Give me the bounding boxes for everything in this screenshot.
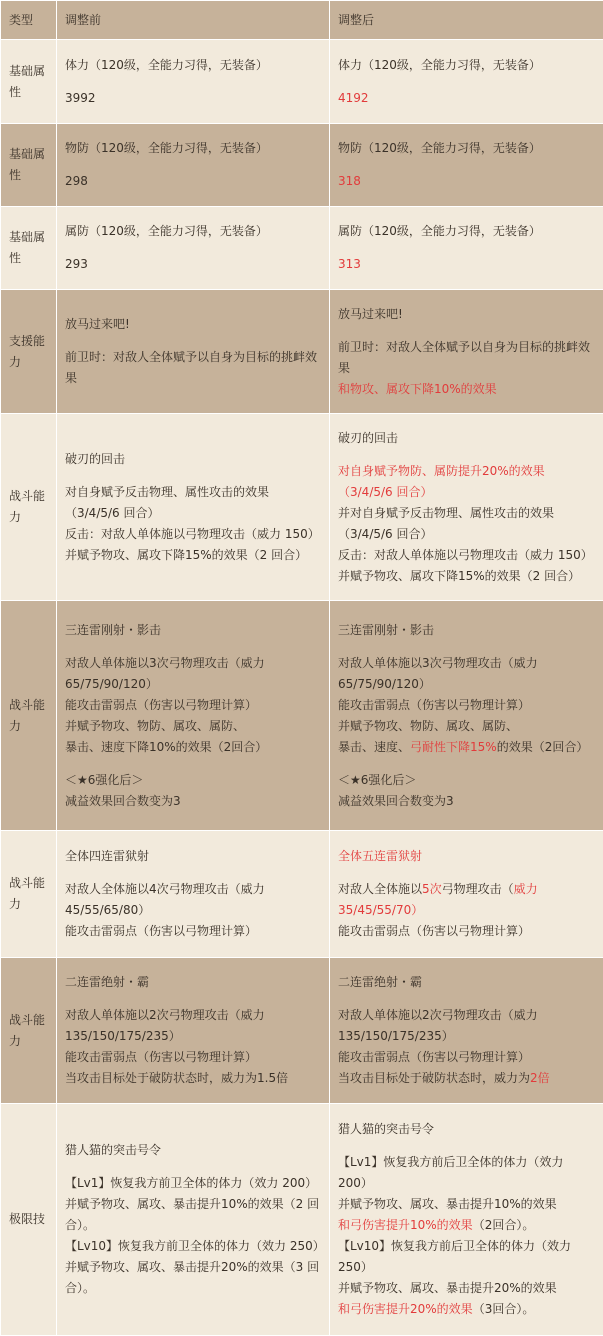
table-row xyxy=(1,124,603,207)
cell-line: 前卫时：对敌人全体赋予以自身为目标的挑衅效果 xyxy=(338,339,591,375)
table-row xyxy=(1,290,603,414)
cell-line: 对自身赋予物防、属防提升20%的效果 xyxy=(338,463,545,478)
after-cell xyxy=(330,1104,603,1336)
cell-line: 200） xyxy=(338,1176,373,1190)
cell-line: 二连雷绝射・霸 xyxy=(338,975,423,989)
cell-line: 对敌人单体施以3次弓物理攻击（威力 xyxy=(65,655,265,670)
header-type: 类型 xyxy=(1,1,57,40)
before-cell xyxy=(57,958,330,1104)
cell-line: 135/150/175/235） xyxy=(338,1029,454,1043)
row-type: 战斗能力 xyxy=(1,958,57,1104)
table-row xyxy=(1,601,603,831)
cell-line: 放马过来吧! xyxy=(338,306,403,321)
cell-line: 和物攻、属攻下降10%的效果 xyxy=(338,381,497,396)
cell-line: 【Lv1】恢复我方前后卫全体的体力（效力 xyxy=(338,1155,564,1169)
text-span: 弓物理攻击（ xyxy=(441,882,514,896)
line-gap xyxy=(338,159,595,171)
text-span: 对敌人全体施以 xyxy=(338,882,423,896)
cell-line: （3/4/5/6 回合） xyxy=(338,526,433,541)
cell-line xyxy=(338,1215,595,1236)
cell-line: 313 xyxy=(338,257,361,271)
cell-line: 对敌人单体施以2次弓物理攻击（威力 xyxy=(338,1008,538,1022)
table-row xyxy=(1,1104,603,1336)
after-cell xyxy=(330,290,603,414)
line-gap xyxy=(338,641,595,653)
table-row xyxy=(1,958,603,1104)
cell-line: 能攻击雷弱点（伤害以弓物理计算） xyxy=(338,1050,531,1064)
cell-line: 前卫时：对敌人全体赋予以自身为目标的挑衅效果 xyxy=(65,350,318,385)
cell-line: 属防（120级，全能力习得，无装备） xyxy=(65,224,268,238)
cell-line: 全体五连雷狱射 xyxy=(338,849,423,863)
after-cell xyxy=(330,831,603,958)
cell-line: ＜★6强化后＞ xyxy=(338,772,417,787)
line-gap xyxy=(65,76,321,88)
table-row xyxy=(1,40,603,124)
cell-line xyxy=(338,1299,595,1320)
cell-line: 破刃的回击 xyxy=(338,430,399,445)
cell-line: 对自身赋予反击物理、属性攻击的效果 xyxy=(65,484,270,499)
cell-line: 合）。 xyxy=(65,1218,96,1232)
changed-text: 弓耐性下降15% xyxy=(410,739,497,754)
text-span: 当攻击目标处于破防状态时，威力为 xyxy=(338,1071,531,1085)
cell-line xyxy=(338,1068,595,1089)
before-cell xyxy=(57,124,330,207)
cell-line: 250） xyxy=(338,1260,373,1274)
cell-line: 318 xyxy=(338,174,361,188)
line-gap xyxy=(65,335,321,347)
cell-line: 当攻击目标处于破防状态时，威力为1.5倍 xyxy=(65,1071,289,1085)
before-cell xyxy=(57,414,330,601)
row-type: 战斗能力 xyxy=(1,414,57,601)
row-type: 极限技 xyxy=(1,1104,57,1336)
cell-line: 对敌人全体施以4次弓物理攻击（威力 xyxy=(65,882,265,896)
cell-line: 能攻击雷弱点（伤害以弓物理计算） xyxy=(65,1050,258,1064)
line-gap xyxy=(338,993,595,1005)
cell-line: 暴击、速度下降10%的效果（2回合） xyxy=(65,739,268,754)
cell-line xyxy=(338,879,595,900)
cell-line: 破刃的回击 xyxy=(65,451,126,466)
cell-line: 并赋予物攻、属攻下降15%的效果（2 回合） xyxy=(65,547,308,562)
row-type: 基础属性 xyxy=(1,40,57,124)
row-type: 基础属性 xyxy=(1,124,57,207)
after-cell xyxy=(330,958,603,1104)
line-gap xyxy=(338,76,595,88)
cell-line: 全体四连雷狱射 xyxy=(65,849,150,863)
cell-line: 减益效果回合数变为3 xyxy=(338,793,454,808)
after-cell xyxy=(330,207,603,290)
text-span: 暴击、速度、 xyxy=(338,739,411,754)
cell-line: 298 xyxy=(65,174,88,188)
after-cell xyxy=(330,414,603,601)
cell-line: 合）。 xyxy=(65,1281,96,1295)
cell-line: 35/45/55/70） xyxy=(338,903,424,917)
cell-line: 45/55/65/80） xyxy=(65,903,151,917)
before-cell xyxy=(57,290,330,414)
changed-text: 威力 xyxy=(513,882,538,896)
cell-line: 猎人猫的突击号令 xyxy=(338,1122,435,1136)
before-cell xyxy=(57,831,330,958)
cell-line: 体力（120级，全能力习得，无装备） xyxy=(65,57,268,72)
text-span: （3回合）。 xyxy=(472,1302,535,1316)
line-gap xyxy=(338,758,595,770)
cell-line: 体力（120级，全能力习得，无装备） xyxy=(338,57,541,72)
cell-line: 并赋予物攻、属攻、暴击提升20%的效果（3 回 xyxy=(65,1260,320,1274)
cell-line: 反击：对敌人单体施以弓物理攻击（威力 150） xyxy=(338,547,593,562)
cell-line: 并赋予物攻、属攻、暴击提升10%的效果（2 回 xyxy=(65,1197,320,1211)
before-cell xyxy=(57,601,330,831)
cell-line: 物防（120级，全能力习得，无装备） xyxy=(65,141,268,155)
line-gap xyxy=(338,242,595,254)
changed-text: 2倍 xyxy=(530,1071,550,1085)
cell-line: 4192 xyxy=(338,90,369,105)
cell-line: 能攻击雷弱点（伤害以弓物理计算） xyxy=(338,924,531,938)
cell-line: 反击：对敌人单体施以弓物理攻击（威力 150） xyxy=(65,526,320,541)
after-cell xyxy=(330,40,603,124)
cell-line: 【Lv1】恢复我方前卫全体的体力（效力 200） xyxy=(65,1176,318,1190)
after-cell xyxy=(330,124,603,207)
before-cell xyxy=(57,207,330,290)
cell-line xyxy=(338,737,595,758)
cell-line: 并对自身赋予反击物理、属性攻击的效果 xyxy=(338,505,555,520)
before-cell xyxy=(57,40,330,124)
table-row xyxy=(1,831,603,958)
cell-line: 【Lv10】恢复我方前后卫全体的体力（效力 xyxy=(338,1239,572,1253)
line-gap xyxy=(65,159,321,171)
cell-line: 三连雷刚射・影击 xyxy=(65,622,162,637)
row-type: 支援能力 xyxy=(1,290,57,414)
cell-line: 【Lv10】恢复我方前卫全体的体力（效力 250） xyxy=(65,1239,325,1253)
cell-line: （3/4/5/6 回合） xyxy=(338,484,433,499)
cell-line: 放马过来吧! xyxy=(65,317,130,331)
line-gap xyxy=(65,1161,321,1173)
cell-line: 并赋予物攻、属攻、暴击提升20%的效果 xyxy=(338,1281,557,1295)
line-gap xyxy=(338,867,595,879)
cell-line: 135/150/175/235） xyxy=(65,1029,181,1043)
before-cell xyxy=(57,1104,330,1336)
cell-line: 并赋予物攻、属攻、暴击提升10%的效果 xyxy=(338,1197,557,1211)
cell-line: 能攻击雷弱点（伤害以弓物理计算） xyxy=(65,924,258,938)
text-span: 的效果（2回合） xyxy=(496,739,589,754)
line-gap xyxy=(65,758,321,770)
cell-line: 三连雷刚射・影击 xyxy=(338,622,435,637)
cell-line: 对敌人单体施以2次弓物理攻击（威力 xyxy=(65,1008,265,1022)
changed-text: 和弓伤害提升20%的效果 xyxy=(338,1302,473,1316)
cell-line: 减益效果回合数变为3 xyxy=(65,793,181,808)
cell-line: 属防（120级，全能力习得，无装备） xyxy=(338,224,541,238)
line-gap xyxy=(65,993,321,1005)
table-row xyxy=(1,414,603,601)
line-gap xyxy=(338,325,595,337)
text-span: （2回合）。 xyxy=(472,1218,535,1232)
header-before: 调整前 xyxy=(57,1,330,40)
changed-text: 和弓伤害提升10%的效果 xyxy=(338,1218,473,1232)
cell-line: 293 xyxy=(65,257,88,271)
changed-text: 5次 xyxy=(422,882,442,896)
cell-line: 猎人猫的突击号令 xyxy=(65,1143,162,1157)
cell-line: 65/75/90/120） xyxy=(338,676,431,691)
line-gap xyxy=(338,449,595,461)
cell-line: 二连雷绝射・霸 xyxy=(65,975,150,989)
line-gap xyxy=(65,641,321,653)
table-row xyxy=(1,207,603,290)
header-after: 调整后 xyxy=(330,1,603,40)
line-gap xyxy=(65,242,321,254)
cell-line: 3992 xyxy=(65,90,96,105)
line-gap xyxy=(65,470,321,482)
row-type: 战斗能力 xyxy=(1,601,57,831)
cell-line: 能攻击雷弱点（伤害以弓物理计算） xyxy=(65,697,258,712)
cell-line: 65/75/90/120） xyxy=(65,676,158,691)
after-cell xyxy=(330,601,603,831)
line-gap xyxy=(65,867,321,879)
row-type: 战斗能力 xyxy=(1,831,57,958)
cell-line: 并赋予物攻、物防、属攻、属防、 xyxy=(338,718,519,733)
cell-line: （3/4/5/6 回合） xyxy=(65,505,160,520)
cell-line: 对敌人单体施以3次弓物理攻击（威力 xyxy=(338,655,538,670)
cell-line: 并赋予物攻、属攻下降15%的效果（2 回合） xyxy=(338,568,581,583)
row-type: 基础属性 xyxy=(1,207,57,290)
cell-line: 能攻击雷弱点（伤害以弓物理计算） xyxy=(338,697,531,712)
line-gap xyxy=(338,1140,595,1152)
cell-line: 并赋予物攻、物防、属攻、属防、 xyxy=(65,718,246,733)
cell-line: ＜★6强化后＞ xyxy=(65,772,144,787)
cell-line: 物防（120级，全能力习得，无装备） xyxy=(338,141,541,155)
